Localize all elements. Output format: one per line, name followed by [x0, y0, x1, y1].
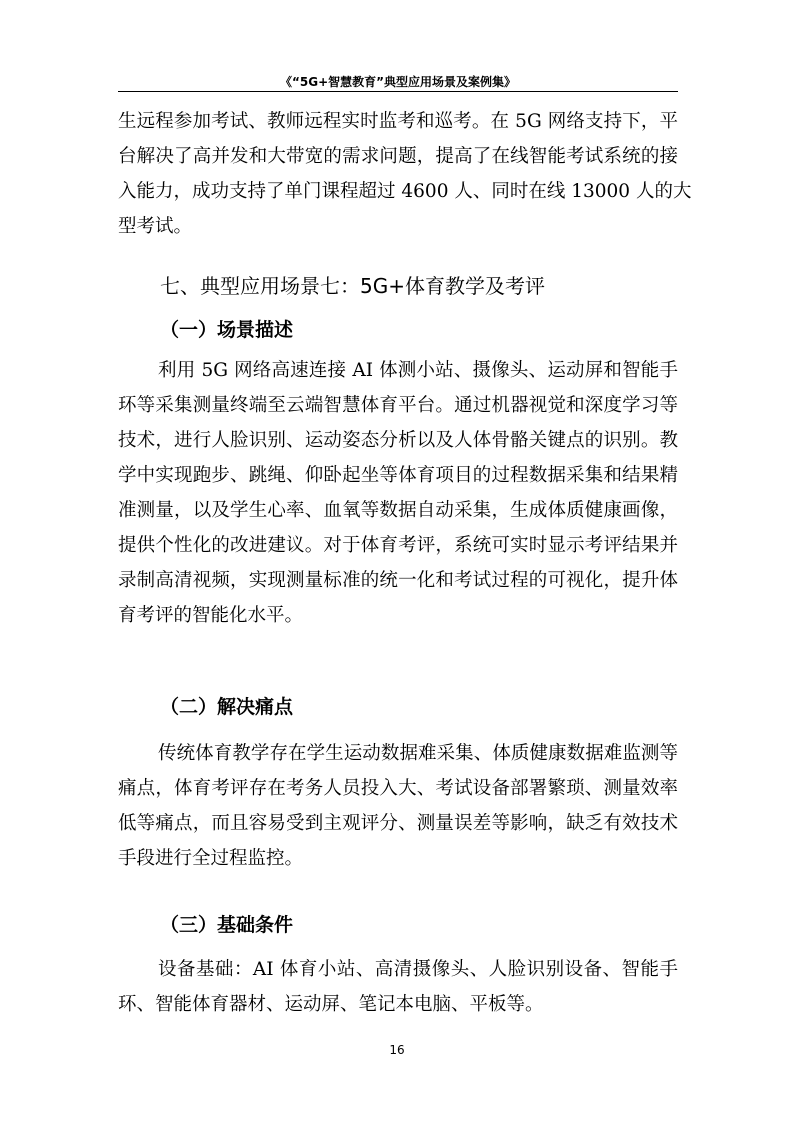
paragraph-line: 技术，进行人脸识别、运动姿态分析以及人体骨骼关键点的识别。教 [118, 430, 678, 451]
paragraph-line: 痛点，体育考评存在考务人员投入大、考试设备部署繁琐、测量效率 [118, 778, 678, 799]
page-number: 16 [389, 1043, 405, 1057]
intro-paragraph [118, 104, 692, 244]
foundation-paragraph [118, 952, 678, 1022]
paragraph-line: 利用 5G 网络高速连接 AI 体测小站、摄像头、运动屏和智能手 [158, 360, 678, 381]
paragraph-line: 手段进行全过程监控。 [118, 848, 304, 869]
header-divider [118, 91, 678, 92]
paragraph-line: 育考评的智能化水平。 [118, 605, 304, 626]
paragraph-line: 型考试。 [118, 216, 193, 237]
paragraph-line: 录制高清视频，实现测量标准的统一化和考试过程的可视化，提升体 [118, 570, 678, 591]
subsection-title-pain-points: （二）解决痛点 [160, 696, 294, 718]
paragraph-line: 入能力，成功支持了单门课程超过 4600 人、同时在线 13000 人的大 [118, 181, 692, 202]
paragraph-line: 低等痛点，而且容易受到主观评分、测量误差等影响，缺乏有效技术 [118, 813, 678, 834]
paragraph-line: 设备基础：AI 体育小站、高清摄像头、人脸识别设备、智能手 [158, 959, 678, 980]
paragraph-line: 学中实现跑步、跳绳、仰卧起坐等体育项目的过程数据采集和结果精 [118, 465, 678, 486]
paragraph-line: 环等采集测量终端至云端智慧体育平台。通过机器视觉和深度学习等 [118, 395, 678, 416]
running-header: 《“5G+智慧教育”典型应用场景及案例集》 [279, 75, 517, 89]
pain-points-paragraph [118, 736, 678, 876]
paragraph-line: 准测量，以及学生心率、血氧等数据自动采集，生成体质健康画像， [118, 500, 678, 521]
paragraph-line: 生远程参加考试、教师远程实时监考和巡考。在 5G 网络支持下，平 [118, 111, 678, 132]
paragraph-line: 环、智能体育器材、运动屏、笔记本电脑、平板等。 [118, 994, 544, 1015]
paragraph-line: 台解决了高并发和大带宽的需求问题，提高了在线智能考试系统的接 [118, 146, 678, 167]
subsection-title-foundation: （三）基础条件 [160, 914, 294, 936]
paragraph-line: 传统体育教学存在学生运动数据难采集、体质健康数据难监测等 [158, 743, 678, 764]
paragraph-line: 提供个性化的改进建议。对于体育考评，系统可实时显示考评结果并 [118, 535, 678, 556]
section-title: 七、典型应用场景七：5G+体育教学及考评 [160, 274, 545, 298]
subsection-title-scenario: （一）场景描述 [160, 319, 294, 341]
scenario-paragraph [118, 353, 678, 633]
